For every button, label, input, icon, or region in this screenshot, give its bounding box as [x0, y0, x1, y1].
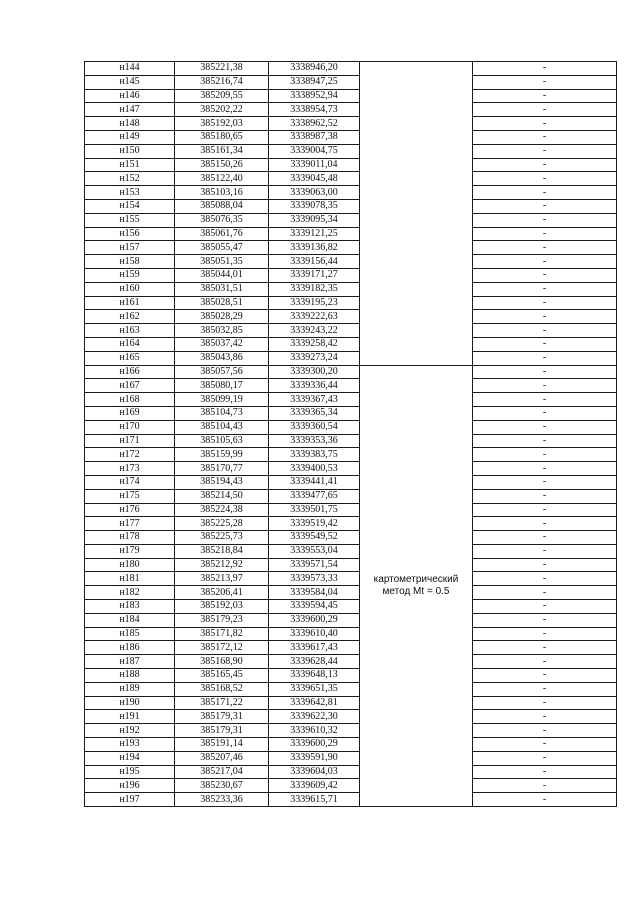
description-cell: - — [473, 296, 617, 310]
description-cell: - — [473, 544, 617, 558]
description-cell: - — [473, 462, 617, 476]
y-coordinate-cell: 3339400,53 — [269, 462, 360, 476]
description-cell: - — [473, 89, 617, 103]
point-number-cell: н155 — [85, 213, 175, 227]
coordinates-table — [84, 61, 617, 807]
y-coordinate-cell: 3339353,36 — [269, 434, 360, 448]
point-number-cell: н183 — [85, 600, 175, 614]
y-coordinate-cell: 3339182,35 — [269, 282, 360, 296]
x-coordinate-cell: 385103,16 — [175, 186, 269, 200]
x-coordinate-cell: 385170,77 — [175, 462, 269, 476]
y-coordinate-cell: 3339591,90 — [269, 751, 360, 765]
y-coordinate-cell: 3339610,32 — [269, 724, 360, 738]
description-cell: - — [473, 186, 617, 200]
y-coordinate-cell: 3339300,20 — [269, 365, 360, 379]
y-coordinate-cell: 3339195,23 — [269, 296, 360, 310]
description-cell: - — [473, 669, 617, 683]
y-coordinate-cell: 3339441,41 — [269, 475, 360, 489]
x-coordinate-cell: 385192,03 — [175, 117, 269, 131]
point-number-cell: н153 — [85, 186, 175, 200]
table-row — [85, 738, 617, 752]
table-row — [85, 365, 617, 379]
point-number-cell: н148 — [85, 117, 175, 131]
point-number-cell: н193 — [85, 738, 175, 752]
table-row — [85, 696, 617, 710]
point-number-cell: н167 — [85, 379, 175, 393]
description-cell: - — [473, 448, 617, 462]
table-row — [85, 434, 617, 448]
point-number-cell: н145 — [85, 75, 175, 89]
y-coordinate-cell: 3339615,71 — [269, 793, 360, 807]
point-number-cell: н172 — [85, 448, 175, 462]
description-cell: - — [473, 682, 617, 696]
table-row — [85, 324, 617, 338]
description-cell: - — [473, 324, 617, 338]
point-number-cell: н192 — [85, 724, 175, 738]
description-cell: - — [473, 434, 617, 448]
x-coordinate-cell: 385179,31 — [175, 710, 269, 724]
point-number-cell: н152 — [85, 172, 175, 186]
description-cell: - — [473, 558, 617, 572]
point-number-cell: н169 — [85, 406, 175, 420]
table-row — [85, 103, 617, 117]
method-cell-empty — [360, 62, 473, 366]
coordinates-table-body — [85, 62, 617, 807]
table-row — [85, 600, 617, 614]
table-row — [85, 779, 617, 793]
description-cell: - — [473, 600, 617, 614]
point-number-cell: н178 — [85, 531, 175, 545]
point-number-cell: н184 — [85, 613, 175, 627]
y-coordinate-cell: 3339600,29 — [269, 738, 360, 752]
y-coordinate-cell: 3339222,63 — [269, 310, 360, 324]
y-coordinate-cell: 3339004,75 — [269, 144, 360, 158]
y-coordinate-cell: 3339651,35 — [269, 682, 360, 696]
point-number-cell: н191 — [85, 710, 175, 724]
description-cell: - — [473, 199, 617, 213]
x-coordinate-cell: 385191,14 — [175, 738, 269, 752]
table-row — [85, 613, 617, 627]
description-cell: - — [473, 793, 617, 807]
point-number-cell: н174 — [85, 475, 175, 489]
point-number-cell: н162 — [85, 310, 175, 324]
point-number-cell: н146 — [85, 89, 175, 103]
description-cell: - — [473, 144, 617, 158]
description-cell: - — [473, 420, 617, 434]
y-coordinate-cell: 3339273,24 — [269, 351, 360, 365]
x-coordinate-cell: 385031,51 — [175, 282, 269, 296]
table-row — [85, 172, 617, 186]
description-cell: - — [473, 765, 617, 779]
x-coordinate-cell: 385044,01 — [175, 268, 269, 282]
table-row — [85, 544, 617, 558]
x-coordinate-cell: 385165,45 — [175, 669, 269, 683]
x-coordinate-cell: 385230,67 — [175, 779, 269, 793]
description-cell: - — [473, 62, 617, 76]
description-cell: - — [473, 310, 617, 324]
point-number-cell: н194 — [85, 751, 175, 765]
point-number-cell: н171 — [85, 434, 175, 448]
x-coordinate-cell: 385080,17 — [175, 379, 269, 393]
table-row — [85, 793, 617, 807]
table-row — [85, 420, 617, 434]
table-row — [85, 282, 617, 296]
x-coordinate-cell: 385202,22 — [175, 103, 269, 117]
table-row — [85, 213, 617, 227]
x-coordinate-cell: 385088,04 — [175, 199, 269, 213]
point-number-cell: н196 — [85, 779, 175, 793]
point-number-cell: н173 — [85, 462, 175, 476]
table-row — [85, 475, 617, 489]
y-coordinate-cell: 3339383,75 — [269, 448, 360, 462]
description-cell: - — [473, 241, 617, 255]
x-coordinate-cell: 385180,65 — [175, 130, 269, 144]
description-cell: - — [473, 337, 617, 351]
description-cell: - — [473, 503, 617, 517]
x-coordinate-cell: 385061,76 — [175, 227, 269, 241]
table-row — [85, 448, 617, 462]
x-coordinate-cell: 385104,43 — [175, 420, 269, 434]
description-cell: - — [473, 158, 617, 172]
point-number-cell: н176 — [85, 503, 175, 517]
x-coordinate-cell: 385161,34 — [175, 144, 269, 158]
y-coordinate-cell: 3339336,44 — [269, 379, 360, 393]
description-cell: - — [473, 724, 617, 738]
description-cell: - — [473, 172, 617, 186]
point-number-cell: н154 — [85, 199, 175, 213]
point-number-cell: н159 — [85, 268, 175, 282]
point-number-cell: н189 — [85, 682, 175, 696]
x-coordinate-cell: 385207,46 — [175, 751, 269, 765]
description-cell: - — [473, 268, 617, 282]
description-cell: - — [473, 117, 617, 131]
table-row — [85, 406, 617, 420]
table-row — [85, 199, 617, 213]
method-label: картометрический — [373, 573, 459, 585]
table-row — [85, 669, 617, 683]
x-coordinate-cell: 385217,04 — [175, 765, 269, 779]
point-number-cell: н147 — [85, 103, 175, 117]
x-coordinate-cell: 385032,85 — [175, 324, 269, 338]
y-coordinate-cell: 3339045,48 — [269, 172, 360, 186]
x-coordinate-cell: 385172,12 — [175, 641, 269, 655]
table-row — [85, 117, 617, 131]
x-coordinate-cell: 385105,63 — [175, 434, 269, 448]
description-cell: - — [473, 586, 617, 600]
table-row — [85, 393, 617, 407]
y-coordinate-cell: 3339609,42 — [269, 779, 360, 793]
x-coordinate-cell: 385171,22 — [175, 696, 269, 710]
y-coordinate-cell: 3339648,13 — [269, 669, 360, 683]
table-row — [85, 503, 617, 517]
y-coordinate-cell: 3339594,45 — [269, 600, 360, 614]
description-cell: - — [473, 351, 617, 365]
y-coordinate-cell: 3339628,44 — [269, 655, 360, 669]
y-coordinate-cell: 3338952,94 — [269, 89, 360, 103]
y-coordinate-cell: 3339622,30 — [269, 710, 360, 724]
x-coordinate-cell: 385225,28 — [175, 517, 269, 531]
table-row — [85, 158, 617, 172]
table-row — [85, 531, 617, 545]
table-row — [85, 337, 617, 351]
point-number-cell: н182 — [85, 586, 175, 600]
table-row — [85, 710, 617, 724]
x-coordinate-cell: 385122,40 — [175, 172, 269, 186]
point-number-cell: н161 — [85, 296, 175, 310]
description-cell: - — [473, 738, 617, 752]
y-coordinate-cell: 3339367,43 — [269, 393, 360, 407]
point-number-cell: н165 — [85, 351, 175, 365]
point-number-cell: н197 — [85, 793, 175, 807]
y-coordinate-cell: 3338987,38 — [269, 130, 360, 144]
description-cell: - — [473, 572, 617, 586]
description-cell: - — [473, 779, 617, 793]
table-row — [85, 255, 617, 269]
table-row — [85, 75, 617, 89]
table-row — [85, 682, 617, 696]
table-row — [85, 268, 617, 282]
description-cell: - — [473, 406, 617, 420]
table-row — [85, 724, 617, 738]
y-coordinate-cell: 3339156,44 — [269, 255, 360, 269]
point-number-cell: н179 — [85, 544, 175, 558]
description-cell: - — [473, 710, 617, 724]
x-coordinate-cell: 385206,41 — [175, 586, 269, 600]
y-coordinate-cell: 3339365,34 — [269, 406, 360, 420]
table-row — [85, 572, 617, 586]
table-row — [85, 227, 617, 241]
y-coordinate-cell: 3339519,42 — [269, 517, 360, 531]
description-cell: - — [473, 282, 617, 296]
method-accuracy: метод Mt = 0.5 — [382, 585, 450, 597]
y-coordinate-cell: 3339078,35 — [269, 199, 360, 213]
x-coordinate-cell: 385159,99 — [175, 448, 269, 462]
x-coordinate-cell: 385168,52 — [175, 682, 269, 696]
table-row — [85, 144, 617, 158]
y-coordinate-cell: 3339171,27 — [269, 268, 360, 282]
point-number-cell: н186 — [85, 641, 175, 655]
point-number-cell: н180 — [85, 558, 175, 572]
description-cell: - — [473, 627, 617, 641]
point-number-cell: н166 — [85, 365, 175, 379]
point-number-cell: н150 — [85, 144, 175, 158]
point-number-cell: н185 — [85, 627, 175, 641]
y-coordinate-cell: 3339584,04 — [269, 586, 360, 600]
y-coordinate-cell: 3339549,52 — [269, 531, 360, 545]
description-cell: - — [473, 75, 617, 89]
x-coordinate-cell: 385194,43 — [175, 475, 269, 489]
description-cell: - — [473, 393, 617, 407]
point-number-cell: н160 — [85, 282, 175, 296]
table-row — [85, 62, 617, 76]
table-row — [85, 765, 617, 779]
y-coordinate-cell: 3338954,73 — [269, 103, 360, 117]
x-coordinate-cell: 385225,73 — [175, 531, 269, 545]
x-coordinate-cell: 385224,38 — [175, 503, 269, 517]
description-cell: - — [473, 517, 617, 531]
x-coordinate-cell: 385214,50 — [175, 489, 269, 503]
x-coordinate-cell: 385076,35 — [175, 213, 269, 227]
x-coordinate-cell: 385179,31 — [175, 724, 269, 738]
x-coordinate-cell: 385168,90 — [175, 655, 269, 669]
point-number-cell: н158 — [85, 255, 175, 269]
x-coordinate-cell: 385043,86 — [175, 351, 269, 365]
x-coordinate-cell: 385213,97 — [175, 572, 269, 586]
table-row — [85, 517, 617, 531]
point-number-cell: н163 — [85, 324, 175, 338]
point-number-cell: н164 — [85, 337, 175, 351]
table-row — [85, 379, 617, 393]
x-coordinate-cell: 385216,74 — [175, 75, 269, 89]
table-row — [85, 558, 617, 572]
table-row — [85, 351, 617, 365]
table-row — [85, 489, 617, 503]
point-number-cell: н144 — [85, 62, 175, 76]
y-coordinate-cell: 3339063,00 — [269, 186, 360, 200]
x-coordinate-cell: 385028,29 — [175, 310, 269, 324]
description-cell: - — [473, 489, 617, 503]
description-cell: - — [473, 531, 617, 545]
x-coordinate-cell: 385150,26 — [175, 158, 269, 172]
y-coordinate-cell: 3339610,40 — [269, 627, 360, 641]
point-number-cell: н175 — [85, 489, 175, 503]
point-number-cell: н187 — [85, 655, 175, 669]
table-row — [85, 89, 617, 103]
y-coordinate-cell: 3339011,04 — [269, 158, 360, 172]
x-coordinate-cell: 385221,38 — [175, 62, 269, 76]
table-row — [85, 655, 617, 669]
method-cell — [360, 365, 473, 807]
table-row — [85, 627, 617, 641]
y-coordinate-cell: 3339136,82 — [269, 241, 360, 255]
point-number-cell: н157 — [85, 241, 175, 255]
description-cell: - — [473, 613, 617, 627]
table-row — [85, 586, 617, 600]
table-row — [85, 751, 617, 765]
x-coordinate-cell: 385099,19 — [175, 393, 269, 407]
y-coordinate-cell: 3339617,43 — [269, 641, 360, 655]
point-number-cell: н195 — [85, 765, 175, 779]
y-coordinate-cell: 3338946,20 — [269, 62, 360, 76]
x-coordinate-cell: 385051,35 — [175, 255, 269, 269]
table-row — [85, 641, 617, 655]
y-coordinate-cell: 3338962,52 — [269, 117, 360, 131]
x-coordinate-cell: 385055,47 — [175, 241, 269, 255]
x-coordinate-cell: 385037,42 — [175, 337, 269, 351]
y-coordinate-cell: 3339553,04 — [269, 544, 360, 558]
y-coordinate-cell: 3339360,54 — [269, 420, 360, 434]
y-coordinate-cell: 3339243,22 — [269, 324, 360, 338]
description-cell: - — [473, 130, 617, 144]
x-coordinate-cell: 385171,82 — [175, 627, 269, 641]
description-cell: - — [473, 365, 617, 379]
point-number-cell: н177 — [85, 517, 175, 531]
table-row — [85, 241, 617, 255]
x-coordinate-cell: 385212,92 — [175, 558, 269, 572]
x-coordinate-cell: 385057,56 — [175, 365, 269, 379]
y-coordinate-cell: 3339642,81 — [269, 696, 360, 710]
y-coordinate-cell: 3339121,25 — [269, 227, 360, 241]
description-cell: - — [473, 103, 617, 117]
point-number-cell: н188 — [85, 669, 175, 683]
description-cell: - — [473, 227, 617, 241]
x-coordinate-cell: 385104,73 — [175, 406, 269, 420]
point-number-cell: н149 — [85, 130, 175, 144]
description-cell: - — [473, 213, 617, 227]
y-coordinate-cell: 3339600,29 — [269, 613, 360, 627]
description-cell: - — [473, 475, 617, 489]
y-coordinate-cell: 3339573,33 — [269, 572, 360, 586]
description-cell: - — [473, 696, 617, 710]
point-number-cell: н170 — [85, 420, 175, 434]
point-number-cell: н156 — [85, 227, 175, 241]
description-cell: - — [473, 751, 617, 765]
description-cell: - — [473, 641, 617, 655]
point-number-cell: н151 — [85, 158, 175, 172]
y-coordinate-cell: 3339477,65 — [269, 489, 360, 503]
y-coordinate-cell: 3339258,42 — [269, 337, 360, 351]
y-coordinate-cell: 3339095,34 — [269, 213, 360, 227]
x-coordinate-cell: 385192,03 — [175, 600, 269, 614]
point-number-cell: н168 — [85, 393, 175, 407]
point-number-cell: н181 — [85, 572, 175, 586]
table-row — [85, 186, 617, 200]
table-row — [85, 130, 617, 144]
table-row — [85, 296, 617, 310]
description-cell: - — [473, 655, 617, 669]
description-cell: - — [473, 379, 617, 393]
x-coordinate-cell: 385028,51 — [175, 296, 269, 310]
y-coordinate-cell: 3339604,03 — [269, 765, 360, 779]
y-coordinate-cell: 3338947,25 — [269, 75, 360, 89]
y-coordinate-cell: 3339501,75 — [269, 503, 360, 517]
x-coordinate-cell: 385179,23 — [175, 613, 269, 627]
x-coordinate-cell: 385233,36 — [175, 793, 269, 807]
table-row — [85, 310, 617, 324]
x-coordinate-cell: 385209,55 — [175, 89, 269, 103]
point-number-cell: н190 — [85, 696, 175, 710]
description-cell: - — [473, 255, 617, 269]
x-coordinate-cell: 385218,84 — [175, 544, 269, 558]
y-coordinate-cell: 3339571,54 — [269, 558, 360, 572]
table-row — [85, 462, 617, 476]
